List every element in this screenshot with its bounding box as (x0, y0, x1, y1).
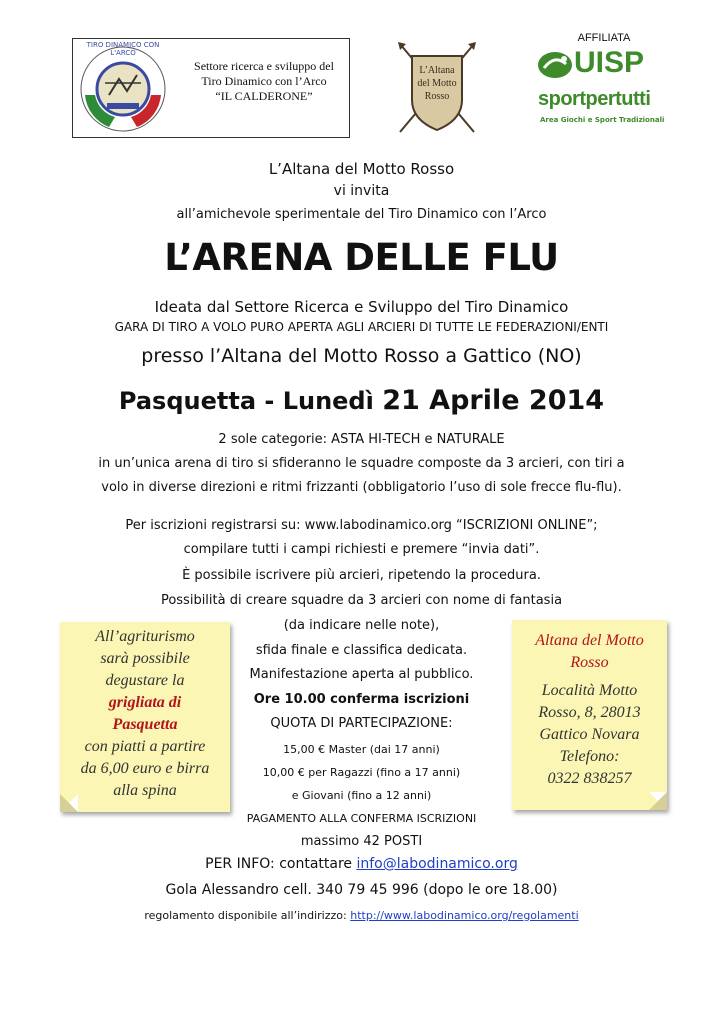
page-fold-shade (60, 794, 78, 812)
contact-line: Gola Alessandro cell. 340 79 45 996 (dopo le ore 18.00) (165, 882, 558, 898)
uisp-emblem-icon (536, 50, 574, 80)
header-line: Settore ricerca e sviluppo del (194, 59, 334, 73)
venue-line: presso l’Altana del Motto Rosso a Gattico (NO) (141, 345, 582, 367)
invite-subtitle: all’amichevole sperimentale del Tiro Dinamico con l’Arco (176, 207, 547, 222)
confirmation-time: Ore 10.00 conferma iscrizioni (253, 692, 470, 707)
host-name: L’Altana del Motto Rosso (268, 160, 455, 178)
note-line: 0322 838257 (547, 770, 632, 787)
note-line: da 6,00 euro e birra (80, 760, 210, 777)
note-line: Rosso (570, 654, 609, 671)
address-note (512, 620, 667, 810)
note-line: Pasquetta (112, 716, 178, 733)
description-line: volo in diverse direzioni e ritmi frizzanti (obbligatorio l’uso di sole frecce flu-flu). (101, 480, 622, 495)
invite-text: vi invita (333, 183, 390, 199)
rules-link[interactable]: http://www.labodinamico.org/regolamenti (350, 909, 579, 922)
info-line (0, 856, 723, 872)
info-prefix: PER INFO: contattare (205, 856, 357, 872)
header-description (179, 59, 349, 104)
registration-line: È possibile iscrivere più arcieri, ripetendo la procedura. (182, 568, 541, 583)
page-fold-shade (649, 792, 667, 810)
fee-master: 15,00 € Master (dai 17 anni) (283, 743, 440, 756)
rules-prefix: regolamento disponibile all’indirizzo: (144, 909, 351, 922)
affiliata-label: AFFILIATA (577, 32, 631, 44)
rules-line (0, 909, 723, 922)
description-line: in un’unica arena di tiro si sfideranno le squadre composte da 3 arcieri, con tiri a (98, 456, 625, 471)
public-line: Manifestazione aperta al pubblico. (249, 667, 474, 682)
organizer-line: Ideata dal Settore Ricerca e Sviluppo del Tiro Dinamico (154, 298, 569, 316)
registration-line: compilare tutti i campi richiesti e premere “invia dati”. (183, 542, 540, 557)
note-line: Telefono: (559, 748, 620, 765)
uisp-tagline: Area Giochi e Sport Tradizionali (540, 116, 665, 124)
note-line: grigliata di (108, 694, 182, 711)
teams-line: Possibilità di creare squadre da 3 arcieri con nome di fantasia (160, 593, 563, 608)
note-line: degustare la (105, 672, 185, 689)
food-note (60, 622, 230, 812)
event-title: L’ARENA DELLE FLU (164, 236, 559, 279)
note-line: All’agriturismo (95, 628, 195, 645)
note-line: con piatti a partire (84, 738, 206, 755)
note-line: Rosso, 8, 28013 (538, 704, 641, 721)
final-line: sfida finale e classifica dedicata. (255, 643, 468, 658)
note-line: Località Motto (541, 682, 638, 699)
shield-text: L’Altana del Motto Rosso (417, 65, 457, 102)
note-line: Altana del Motto (535, 632, 644, 649)
registration-line: Per iscrizioni registrarsi su: www.labodinamico.org “ISCRIZIONI ONLINE”; (125, 518, 598, 533)
categories-line: 2 sole categorie: ASTA HI-TECH e NATURALE (218, 432, 505, 447)
event-date (0, 385, 723, 416)
header-line: “IL CALDERONE” (215, 89, 313, 103)
note-line: Gattico Novara (539, 726, 640, 743)
max-places: massimo 42 POSTI (300, 834, 423, 849)
fee-youth-note: e Giovani (fino a 12 anni) (291, 789, 432, 802)
header-box (72, 38, 350, 138)
date-main: 21 Aprile 2014 (382, 385, 605, 416)
header-line: Tiro Dinamico con l’Arco (201, 74, 327, 88)
note-line: alla spina (113, 782, 177, 799)
teams-line: (da indicare nelle note), (283, 618, 440, 633)
info-email-link[interactable]: info@labodinamico.org (356, 856, 518, 872)
uisp-wordmark: UISP (574, 46, 645, 79)
date-prefix: Pasquetta - Lunedì (118, 387, 383, 415)
seal-text: TIRO DINAMICO CON L'ARCO (86, 41, 160, 57)
note-line: sarà possibile (100, 650, 190, 667)
competition-line: GARA DI TIRO A VOLO PURO APERTA AGLI ARCIERI DI TUTTE LE FEDERAZIONI/ENTI (114, 320, 609, 334)
fee-youth: 10,00 € per Ragazzi (fino a 17 anni) (262, 766, 461, 779)
payment-line: PAGAMENTO ALLA CONFERMA ISCRIZIONI (246, 812, 477, 825)
sportpertutti-wordmark: sportpertutti (538, 88, 651, 110)
uisp-logo (534, 32, 674, 132)
fee-heading: QUOTA DI PARTECIPAZIONE: (270, 716, 453, 731)
